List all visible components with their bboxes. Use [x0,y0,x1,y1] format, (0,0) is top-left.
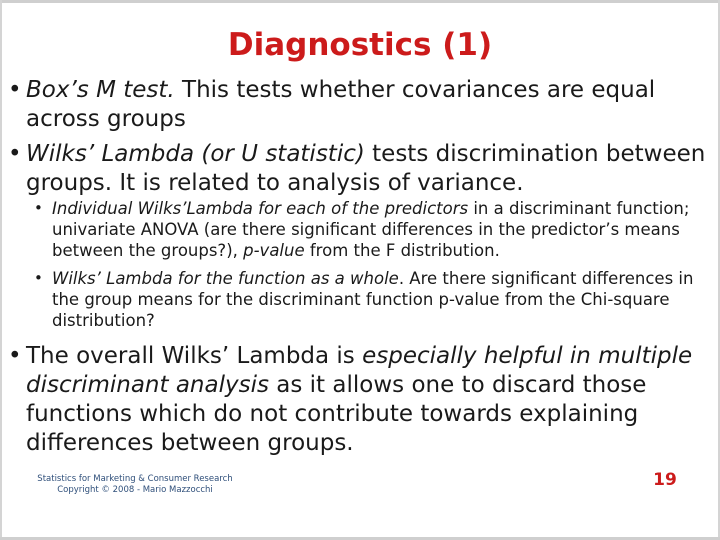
slide-footer [20,474,250,496]
sub-bullet-emph: p-value [243,241,305,260]
bullet-lead: Wilks’ Lambda (or U statistic) [26,141,365,167]
page-number: 19 [653,470,677,490]
bullet-text [8,140,708,198]
bullet-rest: tests discrimination between groups. It is related to analysis of variance. [26,141,706,196]
bullet-rest: This tests whether covariances are equal across groups [26,77,656,132]
sub-bullet-text [34,198,706,261]
footer-line-course: Statistics for Marketing & Consumer Research [37,474,233,484]
slide-title: Diagnostics (1) [227,27,493,63]
slide-frame-top [0,0,720,3]
sub-bullet-text [34,268,706,331]
sub-bullet-function-wilks [34,268,706,331]
bullet-wilks-lambda [8,140,708,198]
bullet-post: as it allows one to discard those functions which do not contribute towards explaining differences between groups. [26,372,647,456]
bullet-marker: • [8,141,22,167]
bullet-overall-wilks [8,342,716,458]
sub-bullet-mid: in a discriminant function; univariate ANOVA (are there significant differences in the predictor’s means between the groups?), [52,199,690,260]
bullet-emph: especially helpful in multiple discriminant analysis [26,343,693,398]
bullet-text [8,76,708,134]
sub-bullet-individual-wilks [34,198,706,261]
sub-bullet-marker: • [34,199,43,217]
slide-frame-left [0,0,2,540]
bullet-lead: Box’s M test. [26,77,175,103]
sub-bullet-lead: Individual Wilks’Lambda for each of the predictors [52,199,469,218]
bullet-text [8,342,716,458]
bullet-pre: The overall Wilks’ Lambda is [26,343,363,369]
footer-line-copyright: Copyright © 2008 - Mario Mazzocchi [57,485,213,495]
bullet-box-m-test [8,76,708,134]
sub-bullet-marker: • [34,269,43,287]
bullet-marker: • [8,77,22,103]
sub-bullet-post: . Are there significant differences in the group means for the discriminant function p-value from the Chi-square distribution? [52,269,694,330]
sub-bullet-lead: Wilks’ Lambda for the function as a whole [52,269,399,288]
bullet-marker: • [8,343,22,369]
sub-bullet-post: from the F distribution. [304,241,500,260]
